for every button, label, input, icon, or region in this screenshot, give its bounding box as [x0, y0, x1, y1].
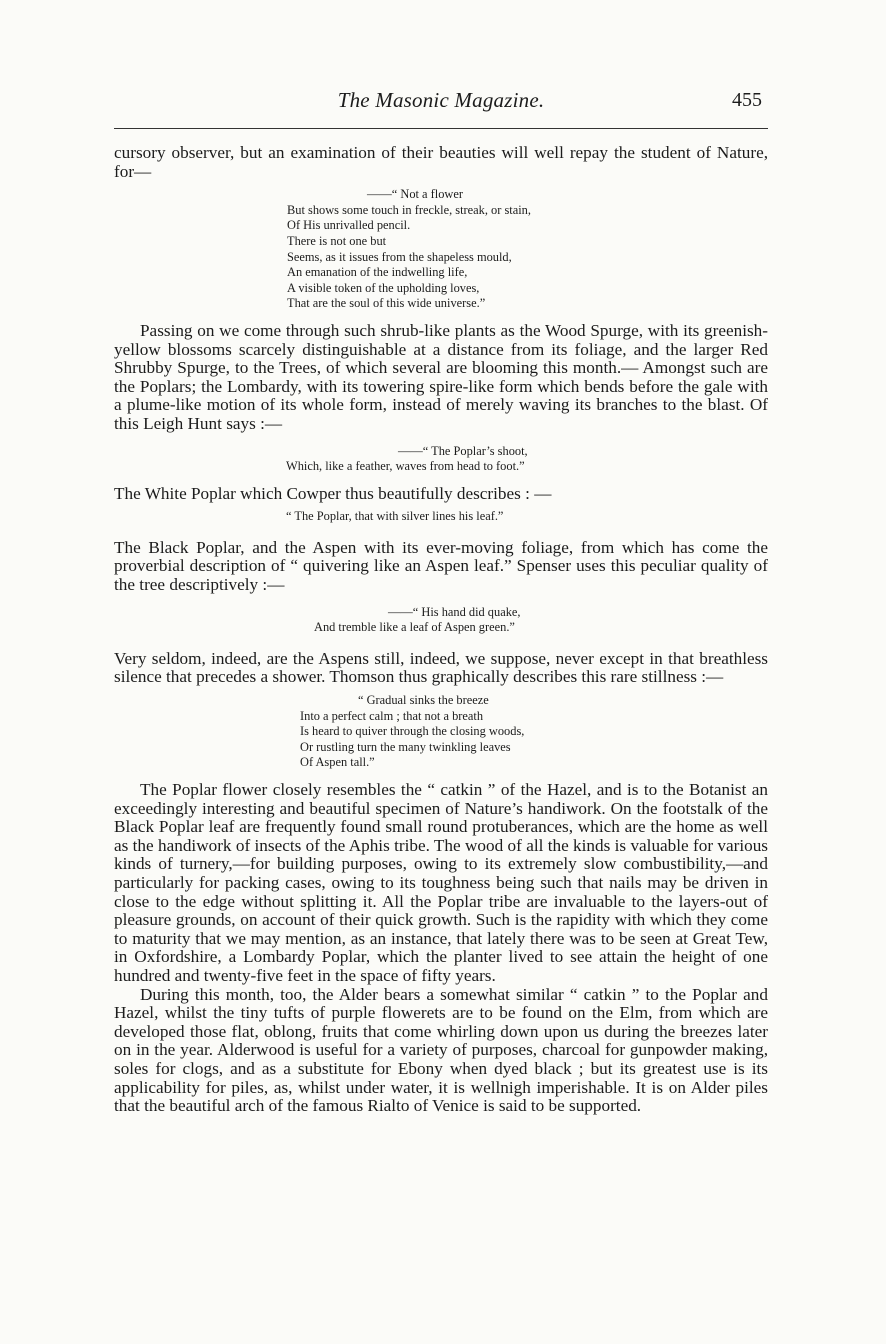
verse-line: Into a perfect calm ; that not a breath [300, 708, 484, 723]
verse-line: ——“ Not a flower [367, 187, 463, 202]
verse-poplar-shoot [286, 444, 768, 475]
verse-line: Or rustling turn the many twinkling leaves [300, 739, 511, 754]
verse-line: ——“ The Poplar’s shoot, [398, 443, 528, 458]
verse-line: Seems, as it issues from the shapeless mould, [287, 249, 512, 264]
verse-line: An emanation of the indwelling life, [287, 265, 468, 280]
verse-line: Which, like a feather, waves from head to foot.” [286, 459, 525, 474]
header-rule [114, 128, 768, 129]
article-body [114, 144, 768, 1116]
verse-line: Of His unrivalled pencil. [287, 218, 411, 233]
verse-line: Is heard to quiver through the closing woods, [300, 724, 525, 739]
paragraph-passing-on: Passing on we come through such shrub-like plants as the Wood Spurge, with its greenish-yellow blossoms scarcely distinguishable at a distance from its foliage, and the larger Red Shrubby Spurge, to the Trees, of which several are blooming this month.— Amongst such are the Poplars; the Lombardy, with its towering spire-like form which bends before the gale with a plume-like motion of its whole form, instead of merely waving its branches to the blast. Of this Leigh Hunt says :— [114, 320, 768, 433]
page-number: 455 [732, 89, 762, 111]
paragraph-poplar-flower: The Poplar flower closely resembles the “ catkin ” of the Hazel, and is to the Botanist an exceedingly interesting and beautiful specimen of Nature’s handiwork. On the footstalk of the Black Poplar leaf are frequently found small round protuberances, which are the home as well as the handiwork of insects of the Aphis tribe. The wood of all the kinds is valuable for various kinds of turnery,—for building purposes, owing to its extremely slow combustibility,—and particularly for packing cases, owing to its toughness being such that nails may be driven in close to the edge without splitting it. All the Poplar tribe are invaluable to the layers-out of pleasure grounds, on account of their quick growth. Such is the rapidity with which they come to maturity that we may mention, as an instance, that lately there was to be seen at Great Tew, in Oxfordshire, a Lombardy Poplar, which the planter lived to see attain the height of one hundred and twenty-five feet in the space of fifty years. [114, 780, 768, 985]
verse-hand-did-quake [314, 605, 768, 636]
verse-gradual-sinks [300, 693, 768, 771]
verse-line: And tremble like a leaf of Aspen green.” [314, 620, 515, 635]
verse-line: But shows some touch in freckle, streak, or stain, [287, 202, 531, 217]
verse-silver-lines [286, 509, 768, 525]
verse-line: Of Aspen tall.” [300, 755, 375, 770]
paragraph-during-this-month: During this month, too, the Alder bears a somewhat similar “ catkin ” to the Poplar and Hazel, whilst the tiny tufts of purple flowerets are to be found on the Elm, from which are developed those flat, oblong, fruits that come whirling down upon us during the breezes later on in the year. Alderwood is useful for a variety of purposes, charcoal for gunpowder making, soles for clogs, and as a substitute for Ebony when dyed black ; but its greatest use is its applicability for piles, as, whilst under water, it is wellnigh imperishable. It is on Alder piles that the beautiful arch of the famous Rialto of Venice is said to be supported. [114, 984, 768, 1116]
paragraph-black-poplar: The Black Poplar, and the Aspen with its ever-moving foliage, from which has come the proverbial description of “ quivering like an Aspen leaf.” Spenser uses this peculiar quality of the tree descriptively :— [114, 537, 768, 595]
running-head [114, 80, 768, 116]
verse-line: ——“ His hand did quake, [388, 604, 521, 619]
verse-line: There is not one but [287, 233, 387, 248]
paragraph-very-seldom: Very seldom, indeed, are the Aspens still, indeed, we suppose, never except in that breathless silence that precedes a shower. Thomson thus graphically describes this rare stillness :— [114, 648, 768, 687]
verse-line: “ Gradual sinks the breeze [358, 693, 489, 708]
paragraph-cursory-observer: cursory observer, but an examination of their beauties will well repay the student of Nature, for— [114, 143, 768, 181]
verse-line: That are the soul of this wide universe.” [287, 296, 486, 311]
running-title: The Masonic Magazine. [337, 88, 545, 112]
verse-line: “ The Poplar, that with silver lines his leaf.” [286, 509, 504, 524]
verse-line: A visible token of the upholding loves, [287, 280, 480, 295]
verse-not-a-flower [287, 187, 768, 312]
page [114, 80, 768, 1116]
paragraph-white-poplar: The White Poplar which Cowper thus beautifully describes : — [114, 483, 552, 503]
